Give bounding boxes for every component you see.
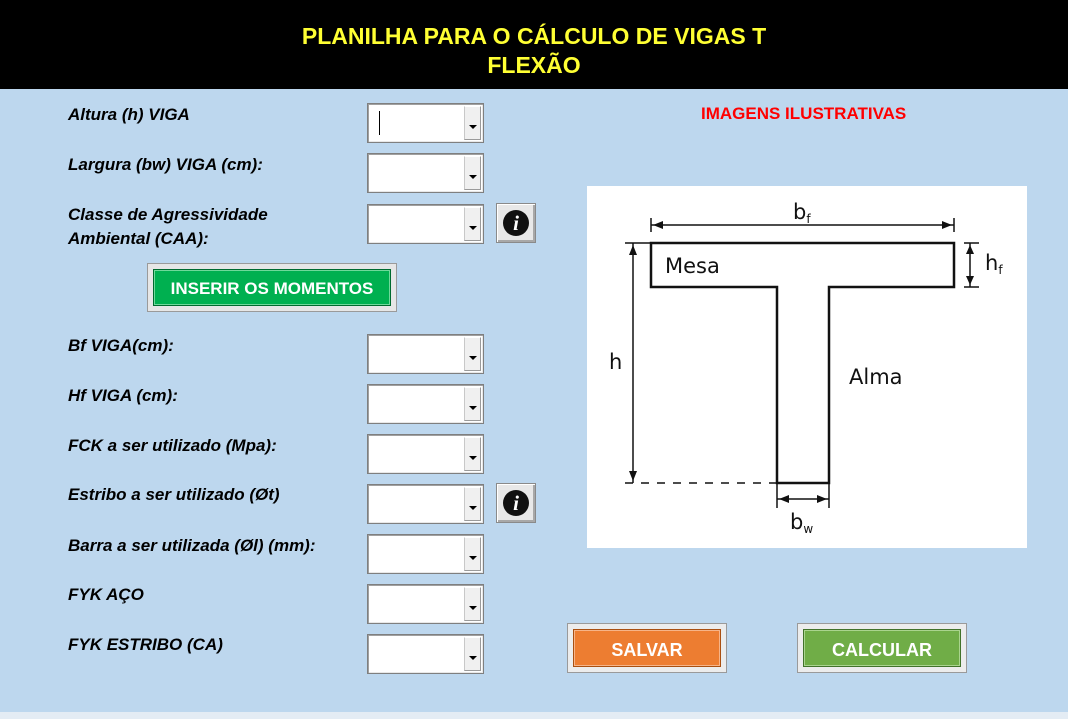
dropdown-button[interactable] [464,156,481,190]
header-bar [0,0,1068,89]
illustration-title: IMAGENS ILUSTRATIVAS [701,104,907,123]
bw-arrow-right [817,495,827,503]
caa-label-line2: Ambiental (CAA): [68,229,209,248]
fyk-estribo-label: FYK ESTRIBO (CA) [68,635,223,654]
bf-combobox[interactable] [367,334,484,374]
chevron-down-icon [469,656,477,660]
inserir-momentos-face [153,269,391,306]
barra-combobox[interactable] [367,534,484,574]
caa-label-line1: Classe de Agressividade [68,205,268,224]
altura-combobox[interactable] [367,103,484,143]
h-arrow-top [629,245,637,255]
hf-label: hf [985,251,1003,277]
chevron-down-icon [469,606,477,610]
hf-combobox[interactable] [367,384,484,424]
inserir-momentos-button[interactable] [147,263,397,312]
hf-arrow-top [966,245,974,254]
info-icon: i [503,490,529,516]
calcular-face [803,629,961,667]
page-subtitle: FLEXÃO [487,52,581,78]
mesa-label: Mesa [665,254,720,278]
dropdown-button[interactable] [464,207,481,241]
altura-label: Altura (h) VIGA [68,105,190,124]
text-cursor [379,111,380,135]
bottom-strip [0,712,1068,719]
caa-combobox[interactable] [367,204,484,244]
largura-label: Largura (bw) VIGA (cm): [68,155,263,174]
fyk-aco-combobox[interactable] [367,584,484,624]
bf-label: Bf VIGA(cm): [68,336,174,355]
fck-combobox[interactable] [367,434,484,474]
chevron-down-icon [469,175,477,179]
bw-label: bw [790,510,814,536]
chevron-down-icon [469,506,477,510]
h-arrow-bottom [629,471,637,481]
dropdown-button[interactable] [464,387,481,421]
dropdown-button[interactable] [464,637,481,671]
salvar-label: SALVAR [611,640,683,660]
calcular-label: CALCULAR [832,640,932,660]
h-label: h [609,350,623,374]
chevron-down-icon [469,356,477,360]
salvar-button[interactable] [567,623,727,673]
estribo-combobox[interactable] [367,484,484,524]
estribo-label: Estribo a ser utilizado (Øt) [68,485,280,504]
dropdown-button[interactable] [464,487,481,521]
chevron-down-icon [469,406,477,410]
dropdown-button[interactable] [464,537,481,571]
dropdown-button[interactable] [464,587,481,621]
dropdown-button[interactable] [464,337,481,371]
chevron-down-icon [469,456,477,460]
t-beam-diagram [587,186,1027,548]
fyk-aco-label: FYK AÇO [68,585,144,604]
chevron-down-icon [469,556,477,560]
hf-label: Hf VIGA (cm): [68,386,178,405]
chevron-down-icon [469,125,477,129]
t-beam-outline [651,243,954,483]
estribo-info-button[interactable] [496,483,536,523]
dropdown-button[interactable] [464,106,481,140]
largura-combobox[interactable] [367,153,484,193]
fyk-estribo-combobox[interactable] [367,634,484,674]
calcular-button[interactable] [797,623,967,673]
alma-label: Alma [849,365,903,389]
salvar-face [573,629,721,667]
inserir-momentos-label: INSERIR OS MOMENTOS [170,279,374,298]
barra-label: Barra a ser utilizada (Øl) (mm): [68,536,316,555]
dropdown-button[interactable] [464,437,481,471]
page-title: PLANILHA PARA O CÁLCULO DE VIGAS T [301,23,767,49]
t-beam-svg [587,186,1027,548]
fck-label: FCK a ser utilizado (Mpa): [68,436,277,455]
bf-label: bf [793,200,811,226]
bf-arrow-right [942,221,952,229]
info-icon: i [503,210,529,236]
bf-arrow-left [653,221,663,229]
bw-arrow-left [779,495,789,503]
hf-arrow-bottom [966,276,974,285]
caa-info-button[interactable] [496,203,536,243]
chevron-down-icon [469,226,477,230]
